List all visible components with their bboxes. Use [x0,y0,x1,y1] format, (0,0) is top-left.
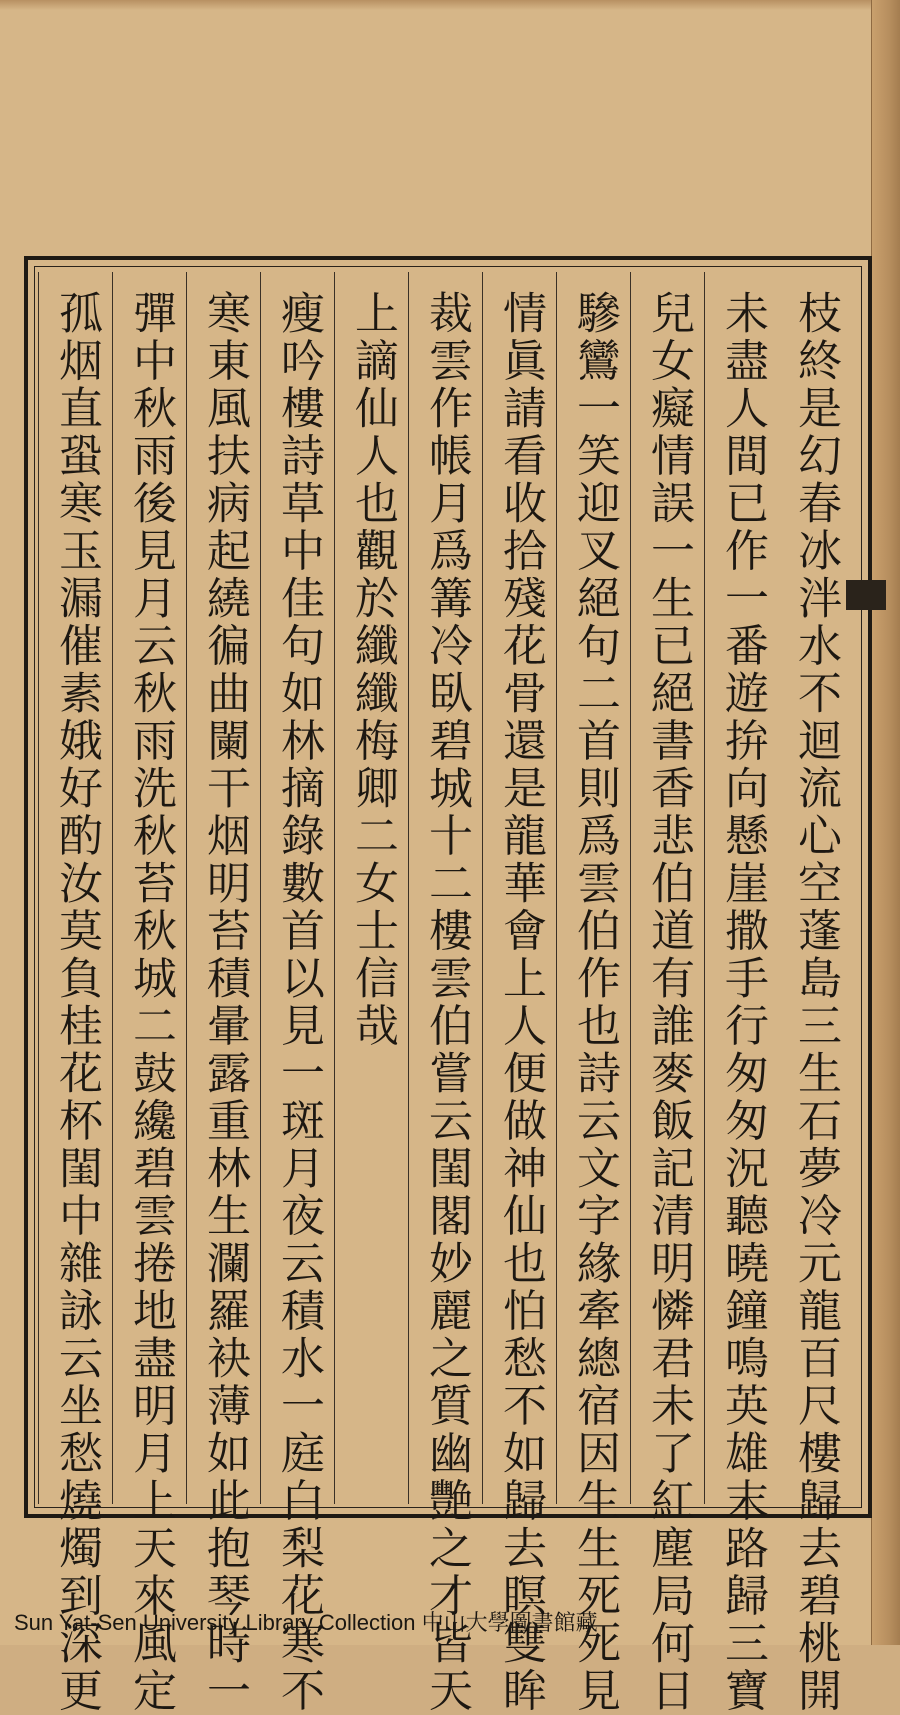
text-column-3 [630,272,704,1715]
column-text: 寒東風扶病起繞徧曲闌干烟明苔積暈露重林生瀾羅袂薄如此抱琴時一 [199,290,250,1715]
book-spine-edge [871,0,900,1645]
fold-marker [846,580,886,610]
text-column-4 [556,272,630,1715]
column-text: 兒女癡情誤一生已絕書香悲伯道有誰麥飯記清明憐君未了紅塵局何日 [643,290,694,1715]
column-text: 情眞請看收拾殘花骨還是龍華會上人便做神仙也怕愁不如歸去瞑雙眸 [495,290,546,1715]
text-column-2 [704,272,778,1715]
column-text: 驂鸞一笑迎叉絕句二首則爲雲伯作也詩云文字緣牽總宿因生生死死見 [569,290,620,1715]
text-column-5 [482,272,556,1715]
library-credit: Sun Yat-Sen University Library Collection 中山大學圖書館藏 [14,1610,598,1635]
page-top-shadow [0,0,900,10]
column-text: 枝終是幻春冰泮水不迴流心空蓬島三生石夢冷元龍百尺樓歸去碧桃開 [790,290,841,1715]
column-text: 瘦吟樓詩草中佳句如林摘錄數首以見一斑月夜云積水一庭白梨花寒不 [273,290,324,1715]
text-column-11 [38,272,112,1715]
column-text: 上謫仙人也觀於纖纖梅卿二女士信哉 [347,290,398,1050]
text-column-1 [778,272,852,1715]
text-column-8 [260,272,334,1715]
bleed-through-smudge [120,150,500,190]
column-text: 未盡人間已作一番遊拚向懸崖撒手行匆匆況聽曉鐘鳴英雄末路歸三寶 [717,290,768,1715]
text-column-7 [334,272,408,1504]
column-text: 裁雲作帳月爲篝冷臥碧城十二樓雲伯嘗云閨閣妙麗之質幽艷之才皆天 [421,290,472,1715]
column-text: 彈中秋雨後見月云秋雨洗秋苔秋城二鼓纔碧雲捲地盡明月上天來風定 [125,290,176,1715]
text-column-6 [408,272,482,1715]
text-column-9 [186,272,260,1715]
text-column-10 [112,272,186,1715]
column-text: 孤烟直蛩寒玉漏催素娥好酌汝莫負桂花杯閨中雜詠云坐愁燒燭到深更 [51,290,102,1715]
